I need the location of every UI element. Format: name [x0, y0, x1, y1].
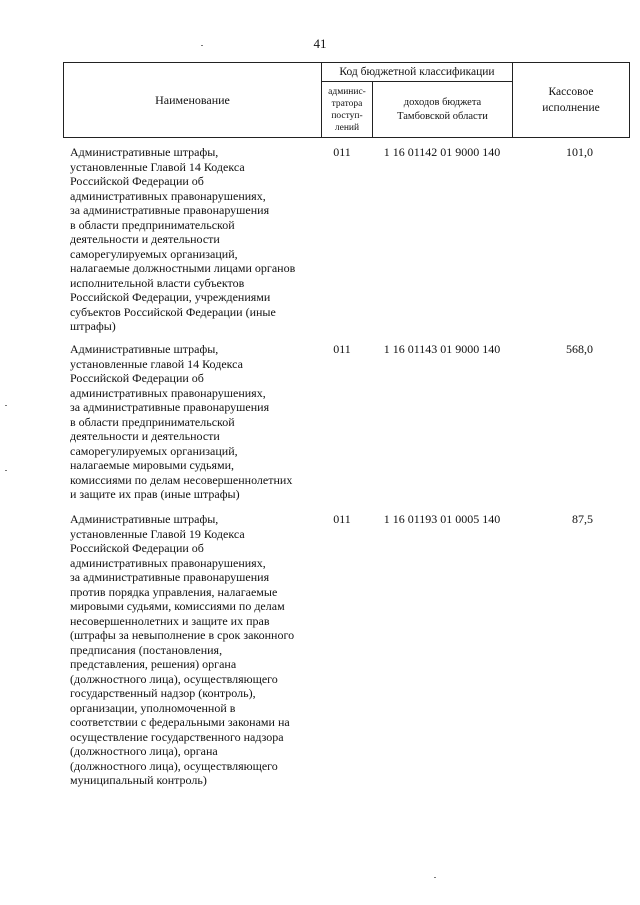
table-header [63, 62, 630, 138]
page-number: 41 [313, 36, 327, 51]
header-name-column: Наименование [63, 62, 322, 138]
header-budget-classification-code: Код бюджетной классификации [321, 62, 513, 82]
row-income-code: 1 16 01142 01 9000 140 [383, 145, 501, 159]
scan-speck [434, 877, 436, 878]
row-amount: 87,5 [572, 512, 593, 526]
row-name: Административные штрафы, установленные Главой 19 Кодекса Российской Федерации об административных правонарушениях, за административные правонарушения против порядка управления, налагаемые мировыми судьями, комиссиями по делам несовершеннолетних и защите их прав (штрафы за невыполнение в срок законного предписания (постановления, представления, решения) органа (должностного лица), осуществляющего государственный надзор (контроль), организации, уполномоченной в соответствии с федеральными законами на осуществление государственного надзора (должностного лица), органа (должностного лица), осуществляющего муниципальный контроль) [70, 512, 295, 787]
row-name: Административные штрафы, установленные главой 14 Кодекса Российской Федерации об административных правонарушениях, за административные правонарушения в области предпринимательской деятельности и деятельности саморегулируемых организаций, налагаемые мировыми судьями, комиссиями по делам несовершеннолетних и защите их прав (иные штрафы) [70, 342, 293, 501]
row-admin-code: 011 [333, 145, 351, 159]
scan-speck [5, 470, 7, 471]
row-income-code: 1 16 01193 01 0005 140 [383, 512, 501, 526]
row-amount: 101,0 [566, 145, 593, 159]
row-admin-code: 011 [333, 512, 351, 526]
row-name: Административные штрафы, установленные Главой 14 Кодекса Российской Федерации об административных правонарушениях, за административные правонарушения в области предпринимательской деятельности и деятельности саморегулируемых организаций, налагаемые должностными лицами органов исполнительной власти субъектов Российской Федерации, учреждениями субъектов Российской Федерации (иные штрафы) [70, 145, 296, 333]
row-income-code: 1 16 01143 01 9000 140 [383, 342, 501, 356]
row-admin-code: 011 [333, 342, 351, 356]
scan-speck [5, 405, 7, 406]
header-cash-execution: Кассовое исполнение [512, 62, 630, 138]
header-income-code: доходов бюджета Тамбовской области [372, 81, 513, 138]
header-administrator-code: админис- тратора поступ- лений [321, 81, 373, 138]
scan-speck [201, 45, 203, 46]
row-amount: 568,0 [566, 342, 593, 356]
